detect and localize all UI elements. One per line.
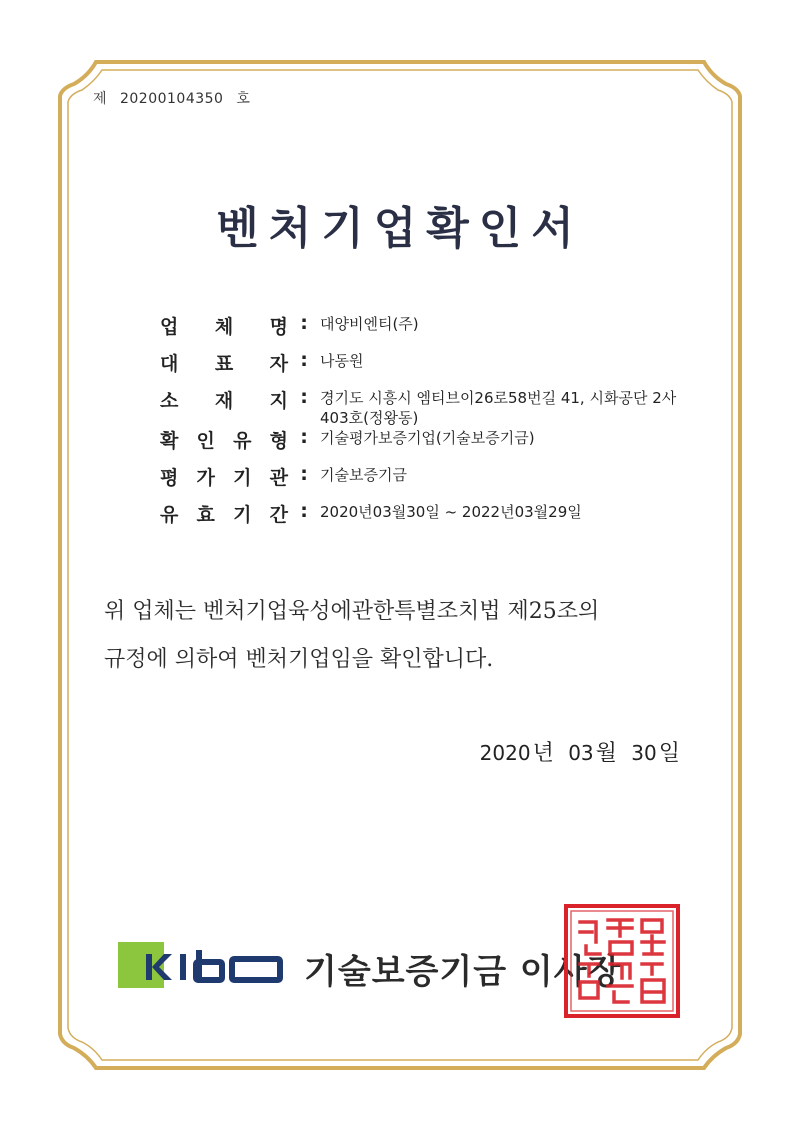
field-colon: : [300, 463, 308, 485]
label-char: 형 [269, 430, 288, 452]
field-value: 기술보증기금 [320, 466, 407, 484]
label-char: 재 [214, 390, 234, 412]
label-char: 평 [160, 467, 179, 489]
label-char: 소 [160, 390, 179, 412]
issue-month-unit: 월 [595, 741, 617, 766]
label-char: 업 [160, 316, 179, 338]
label-char: 유 [160, 504, 179, 526]
field-label [160, 500, 288, 527]
label-char: 가 [196, 467, 215, 489]
field-colon: : [300, 349, 308, 371]
field-company-name [160, 312, 700, 339]
label-char: 표 [214, 353, 234, 375]
field-colon: : [300, 312, 308, 334]
field-value: 대양비엔티(주) [320, 315, 419, 333]
label-char: 기 [233, 504, 252, 526]
statement-line-1: 위 업체는 벤처기업육성에관한특별조치법 제25조의 [104, 599, 600, 624]
issue-year-unit: 년 [532, 741, 554, 766]
certificate-title: 벤처기업확인서 [216, 203, 584, 254]
label-char: 명 [269, 316, 288, 338]
field-label [160, 349, 288, 376]
field-label [160, 426, 288, 453]
statement-line-2: 규정에 의하여 벤처기업임을 확인합니다. [104, 647, 494, 672]
label-char: 확 [160, 430, 179, 452]
field-value: 경기도 시흥시 엠티브이26로58번길 41, 시화공단 2사 403호(정왕동) [320, 389, 677, 427]
issuer-name: 기술보증기금 이사장 [304, 952, 622, 992]
label-char: 기 [233, 467, 252, 489]
certificate-number-value: 20200104350 [119, 91, 224, 107]
kibo-logo [118, 942, 286, 988]
field-value: 2020년03월30일 ~ 2022년03월29일 [320, 503, 582, 521]
label-char: 관 [269, 467, 288, 489]
field-representative [160, 349, 700, 376]
label-char: 효 [196, 504, 215, 526]
field-evaluation-agency [160, 463, 700, 490]
issue-date [480, 736, 688, 767]
certificate-statement [104, 588, 724, 684]
field-confirmation-type [160, 426, 700, 453]
label-char: 자 [269, 353, 288, 375]
field-label [160, 386, 288, 413]
official-seal [562, 902, 682, 1020]
issue-year: 2020 [479, 741, 531, 765]
field-label [160, 463, 288, 490]
field-value: 나동원 [320, 352, 364, 370]
label-char: 지 [269, 390, 288, 412]
field-address [160, 386, 700, 428]
label-char: 인 [196, 430, 215, 452]
field-colon: : [300, 386, 308, 408]
field-label [160, 312, 288, 339]
field-validity-period [160, 500, 700, 527]
label-char: 유 [233, 430, 252, 452]
certificate-number-suffix: 호 [236, 91, 251, 107]
issue-day: 30 [631, 741, 657, 765]
issue-day-unit: 일 [658, 741, 680, 766]
certificate-number [93, 88, 258, 108]
issue-month: 03 [568, 741, 594, 765]
field-colon: : [300, 500, 308, 522]
label-char: 체 [214, 316, 234, 338]
certificate-number-prefix: 제 [93, 91, 108, 107]
label-char: 간 [269, 504, 288, 526]
field-value: 기술평가보증기업(기술보증기금) [320, 429, 535, 447]
field-colon: : [300, 426, 308, 448]
label-char: 대 [160, 353, 179, 375]
